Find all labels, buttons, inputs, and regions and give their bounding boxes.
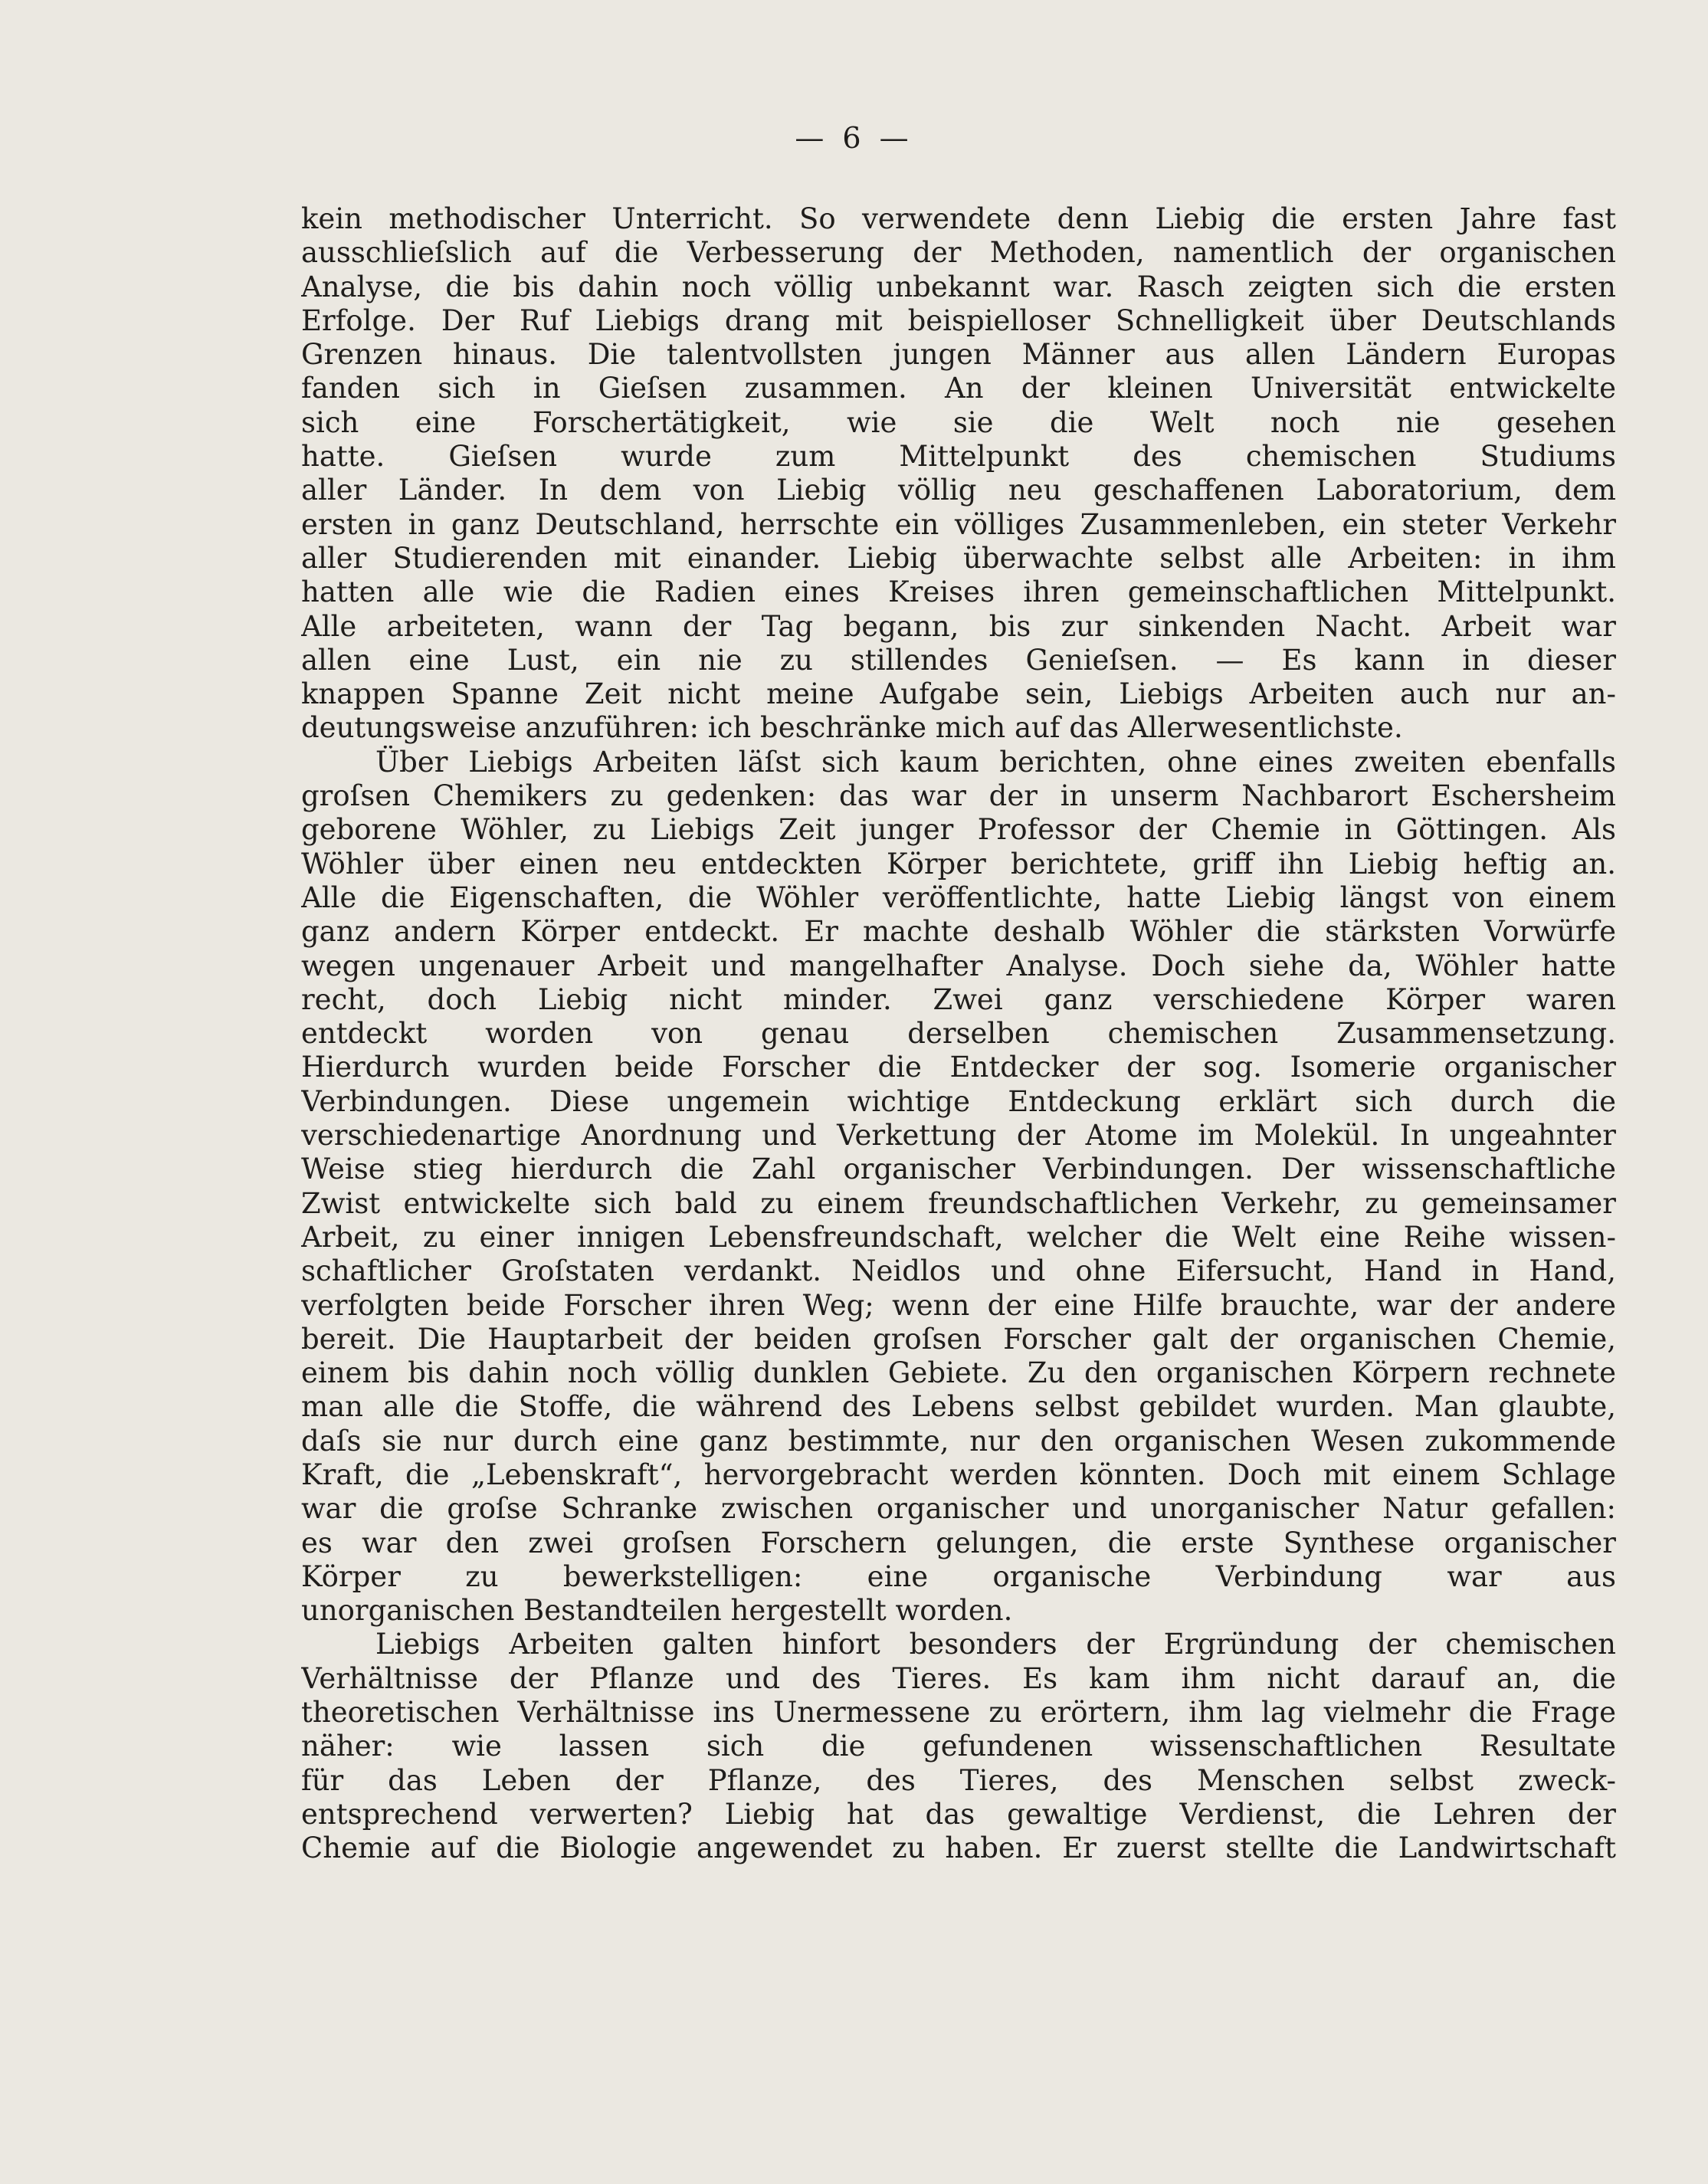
text-line: hatte. Gieſsen wurde zum Mittelpunkt des chemischen Studiums (301, 440, 1616, 474)
paragraph-2 (301, 746, 1616, 1628)
text-line: Verhältnisse der Pflanze und des Tieres. Es kam ihm nicht darauf an, die (301, 1661, 1616, 1695)
text-line: Zwist entwickelte sich bald zu einem freundschaftlichen Verkehr, zu gemeinsamer (301, 1186, 1616, 1220)
page-number: — 6 — (795, 121, 913, 155)
text-line: recht, doch Liebig nicht minder. Zwei ganz verschiedene Körper waren (301, 982, 1616, 1016)
text-line: war die groſse Schranke zwischen organischer und unorganischer Natur gefallen: (301, 1492, 1616, 1526)
text-line: fanden sich in Gieſsen zusammen. An der kleinen Universität entwickelte (301, 372, 1616, 405)
text-line: sich eine Forschertätigkeit, wie sie die Welt noch nie gesehen (301, 405, 1616, 439)
text-line: Chemie auf die Biologie angewendet zu haben. Er zuerst stellte die Landwirtschaft (301, 1831, 1616, 1865)
text-line: Grenzen hinaus. Die talentvollsten jungen Männer aus allen Ländern Europas (301, 338, 1616, 372)
text-line: einem bis dahin noch völlig dunklen Gebiete. Zu den organischen Körpern rechnete (301, 1356, 1616, 1390)
text-line: bereit. Die Hauptarbeit der beiden groſsen Forscher galt der organischen Chemie, (301, 1322, 1616, 1356)
text-line: Erfolge. Der Ruf Liebigs drang mit beispielloser Schnelligkeit über Deutschlands (301, 303, 1616, 337)
body-text (301, 202, 1616, 1866)
text-line: Alle arbeiteten, wann der Tag begann, bis zur sinkenden Nacht. Arbeit war (301, 609, 1616, 643)
text-line: schaftlicher Groſstaten verdankt. Neidlos und ohne Eifersucht, Hand in Hand, (301, 1254, 1616, 1288)
text-line: Analyse, die bis dahin noch völlig unbekannt war. Rasch zeigten sich die ersten (301, 270, 1616, 303)
text-line: ausschlieſslich auf die Verbesserung der Methoden, namentlich der organischen (301, 236, 1616, 270)
text-line: Wöhler über einen neu entdeckten Körper berichtete, griff ihn Liebig heftig an. (301, 847, 1616, 880)
text-line: allen eine Lust, ein nie zu stillendes Genieſsen. — Es kann in dieser (301, 643, 1616, 677)
text-line: Weise stieg hierdurch die Zahl organischer Verbindungen. Der wissenschaftliche (301, 1153, 1616, 1186)
text-line: näher: wie lassen sich die gefundenen wissenschaftlichen Resultate (301, 1730, 1616, 1763)
text-line: verschiedenartige Anordnung und Verkettung der Atome im Molekül. In ungeahnter (301, 1119, 1616, 1153)
text-line: ganz andern Körper entdeckt. Er machte deshalb Wöhler die stärksten Vorwürfe (301, 915, 1616, 949)
text-line: es war den zwei groſsen Forschern gelungen, die erste Synthese organischer (301, 1526, 1616, 1559)
text-line: Liebigs Arbeiten galten hinfort besonders der Ergründung der chemischen (375, 1628, 1616, 1661)
text-line: entsprechend verwerten? Liebig hat das gewaltige Verdienst, die Lehren der (301, 1797, 1616, 1831)
text-line: hatten alle wie die Radien eines Kreises ihren gemeinschaftlichen Mittelpunkt. (301, 576, 1616, 609)
text-line: Kraft, die „Lebenskraft“, hervorgebracht werden könnten. Doch mit einem Schlage (301, 1458, 1616, 1491)
text-line: entdeckt worden von genau derselben chemischen Zusammensetzung. (301, 1017, 1616, 1051)
text-line: unorganischen Bestandteilen hergestellt worden. (301, 1594, 1013, 1628)
text-line: aller Länder. In dem von Liebig völlig neu geschaffenen Laboratorium, dem (301, 474, 1616, 507)
text-line: verfolgten beide Forscher ihren Weg; wenn der eine Hilfe brauchte, war der andere (301, 1288, 1616, 1322)
text-line: daſs sie nur durch eine ganz bestimmte, nur den organischen Wesen zukommende (301, 1424, 1616, 1458)
text-line: groſsen Chemikers zu gedenken: das war der in unserm Nachbarort Eschersheim (301, 779, 1616, 813)
text-line: Hierdurch wurden beide Forscher die Entdecker der sog. Isomerie organischer (301, 1051, 1616, 1084)
text-line: wegen ungenauer Arbeit und mangelhafter Analyse. Doch siehe da, Wöhler hatte (301, 949, 1616, 982)
text-line: geborene Wöhler, zu Liebigs Zeit junger Professor der Chemie in Göttingen. Als (301, 813, 1616, 847)
text-line: deutungsweise anzuführen: ich beschränke mich auf das Allerwesentlichste. (301, 711, 1403, 745)
paragraph-1 (301, 202, 1616, 746)
text-line: theoretischen Verhältnisse ins Unermessene zu erörtern, ihm lag vielmehr die Frage (301, 1696, 1616, 1730)
text-line: Körper zu bewerkstelligen: eine organische Verbindung war aus (301, 1559, 1616, 1593)
paragraph-3 (301, 1628, 1616, 1865)
text-line: kein methodischer Unterricht. So verwendete denn Liebig die ersten Jahre fast (301, 202, 1616, 235)
text-line: Arbeit, zu einer innigen Lebensfreundschaft, welcher die Welt eine Reihe wissen- (301, 1220, 1616, 1254)
text-line: ersten in ganz Deutschland, herrschte ein völliges Zusammenleben, ein steter Verkehr (301, 507, 1616, 541)
text-line: knappen Spanne Zeit nicht meine Aufgabe sein, Liebigs Arbeiten auch nur an- (301, 677, 1616, 711)
text-line: aller Studierenden mit einander. Liebig überwachte selbst alle Arbeiten: in ihm (301, 541, 1616, 575)
text-line: Alle die Eigenschaften, die Wöhler veröffentlichte, hatte Liebig längst von einem (301, 880, 1616, 914)
text-line: für das Leben der Pflanze, des Tieres, des Menschen selbst zweck- (301, 1763, 1616, 1797)
text-line: Verbindungen. Diese ungemein wichtige Entdeckung erklärt sich durch die (301, 1084, 1616, 1118)
text-line: man alle die Stoffe, die während des Lebens selbst gebildet wurden. Man glaubte, (301, 1390, 1616, 1424)
text-line: Über Liebigs Arbeiten läſst sich kaum berichten, ohne eines zweiten ebenfalls (375, 745, 1616, 779)
